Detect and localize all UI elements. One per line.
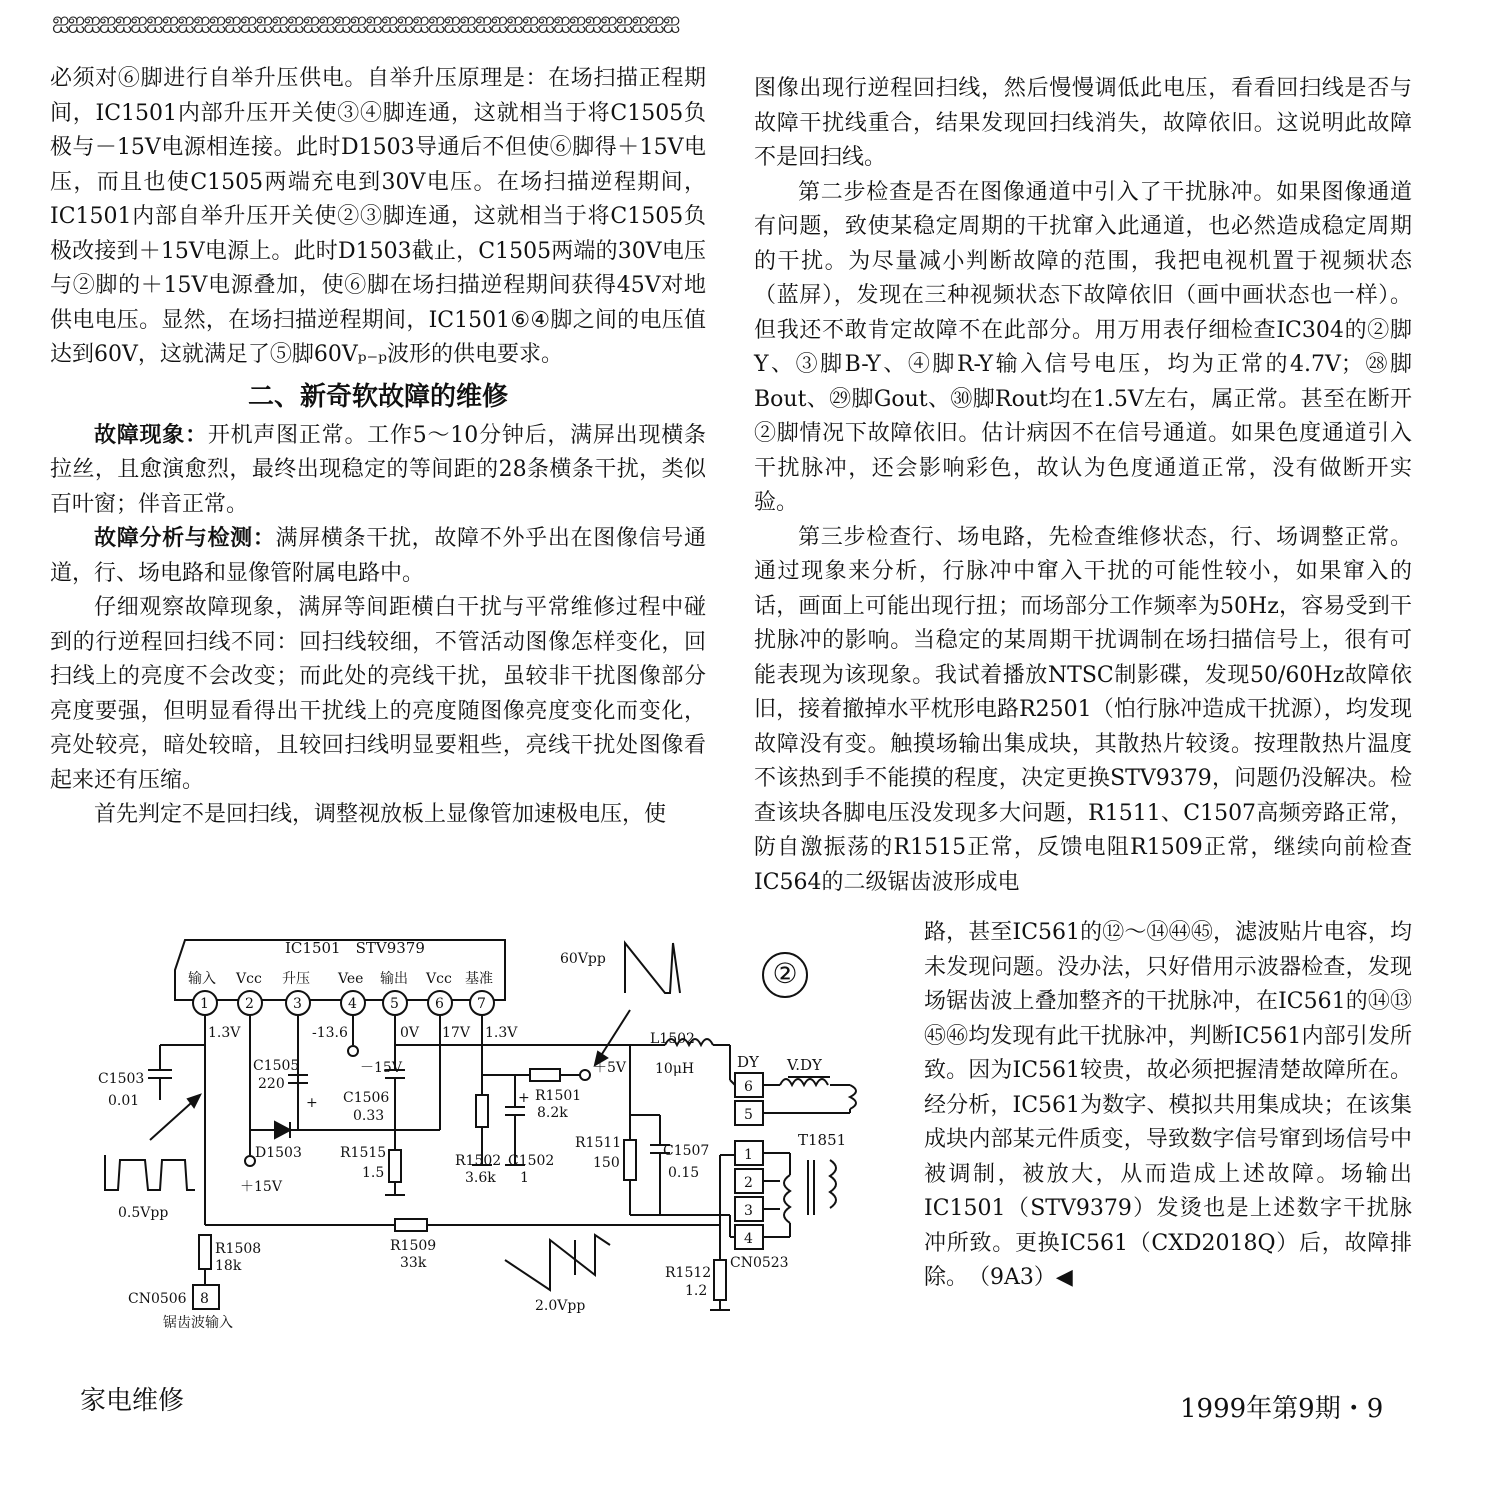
keyword: 故障分析与检测：	[94, 526, 276, 551]
component-label: R1508	[215, 1241, 262, 1257]
pin-label: Vee	[338, 971, 364, 987]
circuit-schematic	[90, 915, 870, 1335]
plus-sign: +	[518, 1090, 530, 1106]
pin-number: 5	[390, 996, 399, 1012]
component-label: R1509	[390, 1238, 437, 1254]
component-label: 锯齿波输入	[163, 1315, 233, 1331]
component-label: R1501	[535, 1088, 582, 1104]
paragraph	[50, 419, 706, 523]
component-label: C1503	[98, 1071, 145, 1087]
component-label: V.DY	[787, 1056, 822, 1074]
voltage-label: ＋5V	[593, 1060, 627, 1076]
paragraph: 必须对⑥脚进行自举升压供电。自举升压原理是：在场扫描正程期间，IC1501内部升压开关使③④脚连通，这就相当于将C1505负极与－15V电源相连接。此时D1503导通后不但使⑥脚得＋15V电压，而且也使C1505两端充电到30V电压。在场扫描逆程期间，IC1501内部自举升压开关使②③脚连通，这就相当于将C1505负极改接到＋15V电源上。此时D1503截止，C1505两端的30V电压与②脚的＋15V电源叠加，使⑥脚在场扫描逆程期间获得45V对地供电电压。显然，在场扫描逆程期间，IC1501⑥④脚之间的电压值达到60V，这就满足了⑤脚60Vₚ₋ₚ波形的供电要求。	[50, 66, 706, 367]
dy-pin: 4	[744, 1231, 753, 1247]
component-label: 150	[593, 1155, 620, 1171]
component-label: 8.2k	[537, 1105, 568, 1121]
pin-label: Vcc	[236, 971, 262, 987]
component-label: 1.5	[362, 1165, 385, 1181]
waveform-label: 2.0Vpp	[535, 1298, 586, 1314]
component-label: C1502	[508, 1153, 555, 1169]
paragraph: 图像出现行逆程回扫线，然后慢慢调低此电压，看看回扫线是否与故障干扰线重合，结果发现回扫线消失，故障依旧。这说明此故障不是回扫线。	[754, 76, 1412, 170]
component-label: C1506	[343, 1090, 390, 1106]
pin-label: 升压	[282, 971, 310, 987]
figure-label: ②	[762, 952, 808, 998]
section-heading: 二、新奇软故障的维修	[247, 381, 508, 412]
component-label: 1.2	[685, 1283, 708, 1299]
voltage-label: 0V	[400, 1025, 420, 1041]
right-column	[754, 72, 1412, 900]
component-label: 0.33	[353, 1108, 385, 1124]
component-label: R1515	[340, 1145, 387, 1161]
paragraph: 首先判定不是回扫线，调整视放板上显像管加速极电压，使	[94, 802, 667, 827]
paragraph: 第三步检查行、场电路，先检查维修状态，行、场调整正常。通过现象来分析，行脉冲中窜入干扰的可能性较小，如果窜入的话，画面上可能出现行扭；而场部分工作频率为50Hz，容易受到干扰脉冲的影响。当稳定的某周期干扰调制在场扫描信号上，很有可能表现为该现象。我试着播放NTSC制影碟，发现50/60Hz故障依旧，接着撤掉水平枕形电路R2501（怕行脉冲造成干扰源），均发现故障没有变。触摸场输出集成块，其散热片较烫。按理散热片温度不该热到手不能摸的程度，决定更换STV9379，问题仍没解决。检查该块各脚电压没发现多大问题，R1511、C1507高频旁路正常，防自激振荡的R1515正常，反馈电阻R1509正常，继续向前检查IC564的二级锯齿波形成电	[754, 524, 1412, 895]
ic-title: IC1501 STV9379	[285, 939, 425, 957]
component-label: 220	[258, 1076, 285, 1092]
right-column-narrow	[924, 916, 1412, 1296]
component-label: 0.15	[668, 1165, 700, 1181]
decorative-border: ஐஐஐஐஐஐஐஐஐஐஐஐஐஐஐஐஐஐஐஐஐஐஐஐஐஐஐஐஐஐஐஐஐஐஐஐஐஐஐஐ	[52, 8, 679, 33]
component-label: CN0506	[128, 1291, 187, 1307]
pin-label: 输出	[380, 971, 408, 987]
dy-pin: 6	[744, 1079, 753, 1095]
voltage-label: ＋15V	[240, 1179, 282, 1195]
component-label: DY	[737, 1053, 759, 1071]
pin-number: 6	[435, 996, 444, 1012]
component-label: 10μH	[655, 1061, 695, 1077]
paragraph-text: 开机声图正常。工作5～10分钟后，满屏出现横条拉丝，且愈演愈烈，最终出现稳定的等间距的28条横条干扰，类似百叶窗；伴音正常。	[50, 422, 706, 517]
pin-label: 输入	[188, 971, 216, 987]
pin-label: Vcc	[426, 971, 452, 987]
component-label: 0.01	[108, 1093, 140, 1109]
component-label: T1851	[798, 1131, 847, 1149]
voltage-label: 1.3V	[485, 1025, 518, 1041]
waveform-label: 0.5Vpp	[118, 1205, 169, 1221]
component-label: C1505	[253, 1058, 300, 1074]
paragraph	[50, 522, 706, 591]
pin-number: 4	[348, 996, 357, 1012]
dy-pin: 5	[744, 1107, 753, 1123]
paragraph: 路，甚至IC561的⑫～⑭㊹㊺，滤波贴片电容，均未发现问题。没办法，只好借用示波器检查，发现场锯齿波上叠加整齐的干扰脉冲，在IC561的⑭⑬㊺㊻均发现有此干扰脉冲，判断IC561内部引发所致。因为IC561较贵，故必须把握清楚故障所在。经分析，IC561为数字、模拟共用集成块；在该集成块内部某元件质变，导致数字信号窜到场信号中被调制，被放大，从而造成上述故障。场输出IC1501（STV9379）发烫也是上述数字干扰脉冲所致。更换IC561（CXD2018Q）后，故障排除。 （9A3）◀	[924, 920, 1412, 1290]
voltage-label: 1.3V	[208, 1025, 241, 1041]
component-label: 8	[200, 1291, 209, 1307]
waveform-label: 60Vpp	[560, 951, 606, 967]
component-label: 1	[520, 1170, 529, 1186]
component-label: CN0523	[730, 1255, 789, 1271]
issue-page: 1999年第9期・9	[1180, 1394, 1384, 1424]
component-label: R1512	[665, 1265, 712, 1281]
voltage-label: －15V	[360, 1060, 402, 1076]
paragraph: 仔细观察故障现象，满屏等间距横白干扰与平常维修过程中碰到的行逆程回扫线不同：回扫线较细，不管活动图像怎样变化，回扫线上的亮度不会改变；而此处的亮线干扰，虽较非干扰图像部分亮度要强，但明显看得出干扰线上的亮度随图像亮度变化而变化，亮处较亮，暗处较暗，且较回扫线明显要粗些，亮线干扰处图像看起来还有压缩。	[50, 595, 706, 793]
dy-pin: 2	[744, 1175, 753, 1191]
paragraph-text: 满屏横条干扰，故障不外乎出在图像信号通道，行、场电路和显像管附属电路中。	[50, 526, 706, 586]
dy-pin: 3	[744, 1203, 753, 1219]
component-label: D1503	[255, 1145, 302, 1161]
pin-number: 3	[293, 996, 302, 1012]
voltage-label: -13.6	[312, 1025, 348, 1041]
left-column	[50, 62, 706, 833]
component-label: R1502	[455, 1153, 502, 1169]
component-label: 18k	[215, 1258, 242, 1274]
keyword: 故障现象：	[94, 422, 208, 448]
plus-sign: +	[306, 1095, 318, 1111]
component-label: C1507	[663, 1143, 710, 1159]
pin-label: 基准	[465, 971, 493, 987]
component-label: 33k	[400, 1255, 427, 1271]
component-label: L1502	[650, 1031, 695, 1047]
paragraph: 第二步检查是否在图像通道中引入了干扰脉冲。如果图像通道有问题，致使某稳定周期的干扰窜入此通道，也必然造成稳定周期的干扰。为尽量减小判断故障的范围，我把电视机置于视频状态（蓝屏），发现在三种视频状态下故障依旧（画中画状态也一样）。但我还不敢肯定故障不在此部分。用万用表仔细检查IC304的②脚Y、③脚B-Y、④脚R-Y输入信号电压，均为正常的4.7V；㉘脚Bout、㉙脚Gout、㉚脚Rout均在1.5V左右，属正常。甚至在断开②脚情况下故障依旧。估计病因不在信号通道。如果色度通道引入干扰脉冲，还会影响彩色，故认为色度通道正常，没有做断开实验。	[754, 179, 1412, 515]
pin-number: 1	[200, 996, 209, 1012]
component-label: R1511	[575, 1135, 622, 1151]
dy-pin: 1	[744, 1147, 753, 1163]
magazine-name: 家电维修	[80, 1386, 185, 1416]
component-label: 3.6k	[465, 1170, 496, 1186]
voltage-label: 17V	[442, 1025, 470, 1041]
pin-number: 2	[245, 996, 254, 1012]
pin-number: 7	[477, 996, 486, 1012]
